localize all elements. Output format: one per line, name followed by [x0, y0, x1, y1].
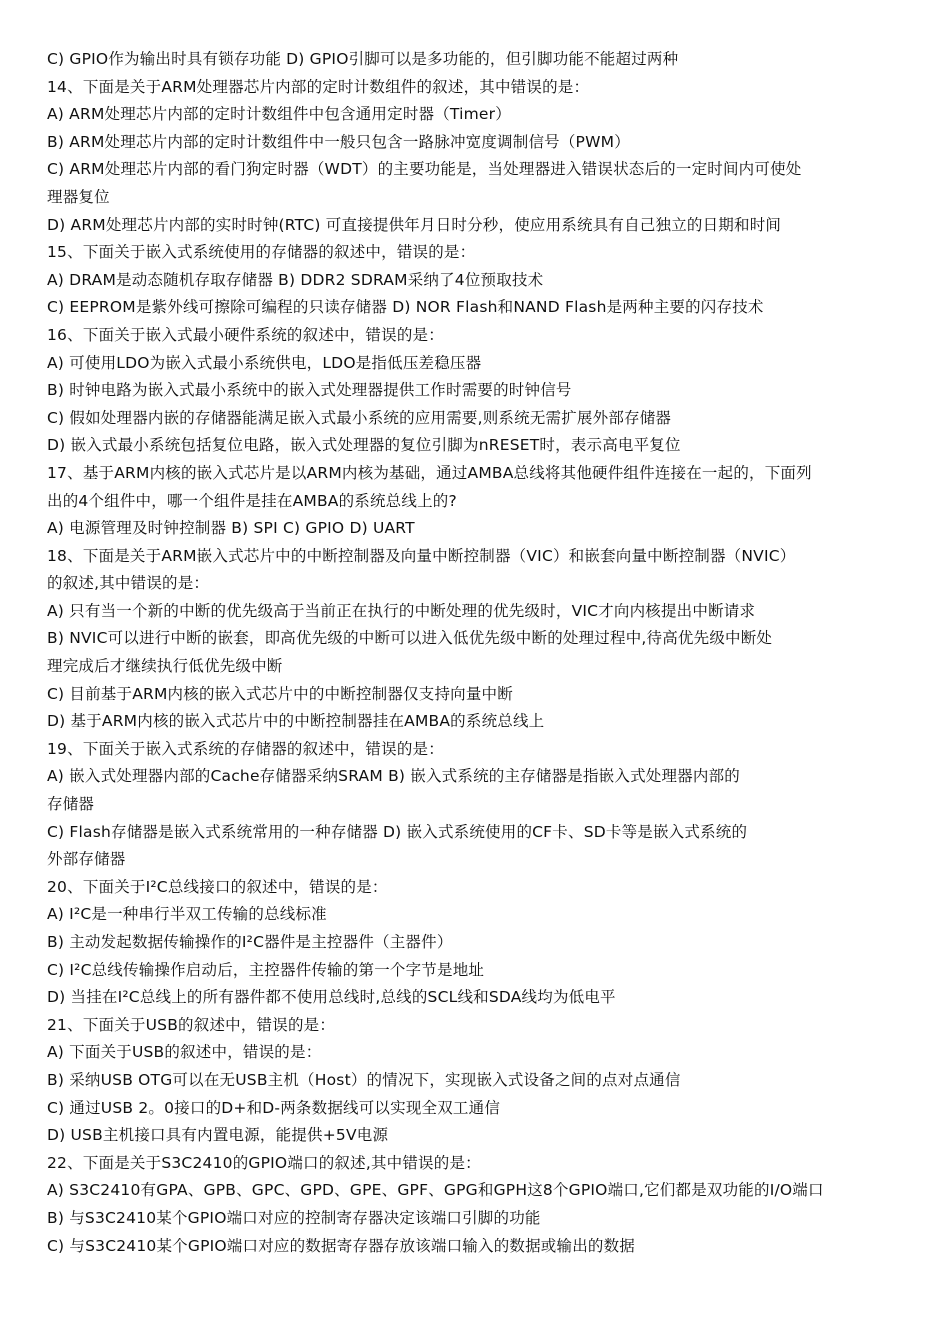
text-line: 理器复位 — [47, 187, 110, 206]
text-line: 16、下面关于嵌入式最小硬件系统的叙述中，错误的是： — [47, 325, 444, 344]
text-line: C) Flash存储器是嵌入式系统常用的一种存储器 D) 嵌入式系统使用的CF卡、SD卡等是嵌入式系统的 — [47, 822, 748, 841]
text-line: C) ARM处理芯片内部的看门狗定时器（WDT）的主要功能是，当处理器进入错误状态后的一定时间内可使处 — [47, 160, 802, 179]
text-line: D) 嵌入式最小系统包括复位电路，嵌入式处理器的复位引脚为nRESET时，表示高电平复位 — [47, 436, 681, 455]
text-line: B) ARM处理芯片内部的定时计数组件中一般只包含一路脉冲宽度调制信号（PWM） — [47, 132, 630, 151]
text-line: A) DRAM是动态随机存取存储器 B) DDR2 SDRAM采纳了4位预取技术 — [47, 270, 544, 289]
text-line: A) 只有当一个新的中断的优先级高于当前正在执行的中断处理的优先级时，VIC才向内核提出中断请求 — [47, 601, 756, 620]
document-page — [47, 46, 909, 1260]
text-line: 21、下面关于USB的叙述中，错误的是： — [47, 1015, 336, 1034]
text-line: A) I²C是一种串行半双工传输的总线标准 — [47, 905, 327, 924]
text-line: 18、下面是关于ARM嵌入式芯片中的中断控制器及向量中断控制器（VIC）和嵌套向量中断控制器（NVIC） — [47, 546, 796, 565]
text-line: 15、下面关于嵌入式系统使用的存储器的叙述中，错误的是： — [47, 243, 476, 262]
text-line: B) 主动发起数据传输操作的I²C器件是主控器件（主器件） — [47, 933, 453, 951]
text-line: B) 采纳USB OTG可以在无USB主机（Host）的情况下，实现嵌入式设备之间的点对点通信 — [47, 1070, 681, 1089]
text-line: 外部存储器 — [47, 850, 126, 869]
text-line: A) 可使用LDO为嵌入式最小系统供电，LDO是指低压差稳压器 — [47, 353, 482, 372]
text-line: D) USB主机接口具有内置电源，能提供+5V电源 — [47, 1126, 389, 1145]
text-line: C) 与S3C2410某个GPIO端口对应的数据寄存器存放该端口输入的数据或输出的数据 — [47, 1236, 635, 1255]
text-line: B) NVIC可以进行中断的嵌套，即高优先级的中断可以进入低优先级中断的处理过程中,待高优先级中断处 — [47, 629, 773, 648]
text-line: C) 假如处理器内嵌的存储器能满足嵌入式最小系统的应用需要,则系统无需扩展外部存储器 — [47, 408, 672, 427]
text-line: C) GPIO作为输出时具有锁存功能 D) GPIO引脚可以是多功能的，但引脚功能不能超过两种 — [47, 50, 679, 68]
text-line: 19、下面关于嵌入式系统的存储器的叙述中，错误的是： — [47, 739, 444, 758]
text-line: 14、下面是关于ARM处理器芯片内部的定时计数组件的叙述，其中错误的是： — [47, 77, 590, 96]
text-line: A) ARM处理芯片内部的定时计数组件中包含通用定时器（Timer） — [47, 105, 511, 124]
text-line: B) 与S3C2410某个GPIO端口对应的控制寄存器决定该端口引脚的功能 — [47, 1208, 541, 1227]
text-line: D) ARM处理芯片内部的实时时钟(RTC) 可直接提供年月日时分秒，使应用系统具有自己独立的日期和时间 — [47, 215, 782, 234]
text-line: 22、下面是关于S3C2410的GPIO端口的叙述,其中错误的是： — [47, 1153, 481, 1172]
text-line: C) EEPROM是紫外线可擦除可编程的只读存储器 D) NOR Flash和NAND Flash是两种主要的闪存技术 — [47, 298, 764, 317]
text-line: B) 时钟电路为嵌入式最小系统中的嵌入式处理器提供工作时需要的时钟信号 — [47, 381, 572, 400]
text-line: D) 基于ARM内核的嵌入式芯片中的中断控制器挂在AMBA的系统总线上 — [47, 712, 545, 731]
text-line: A) 电源管理及时钟控制器 B) SPI C) GPIO D) UART — [47, 519, 415, 538]
text-line: 20、下面关于I²C总线接口的叙述中，错误的是： — [47, 877, 388, 896]
text-line: C) 目前基于ARM内核的嵌入式芯片中的中断控制器仅支持向量中断 — [47, 684, 513, 703]
text-line: C) I²C总线传输操作启动后，主控器件传输的第一个字节是地址 — [47, 960, 485, 979]
text-line: 17、基于ARM内核的嵌入式芯片是以ARM内核为基础，通过AMBA总线将其他硬件组件连接在一起的，下面列 — [47, 463, 812, 482]
text-line: 出的4个组件中，哪一个组件是挂在AMBA的系统总线上的? — [47, 491, 457, 510]
text-line: 理完成后才继续执行低优先级中断 — [47, 657, 283, 676]
text-line: A) 下面关于USB的叙述中，错误的是： — [47, 1043, 322, 1062]
text-line: A) 嵌入式处理器内部的Cache存储器采纳SRAM B) 嵌入式系统的主存储器是指嵌入式处理器内部的 — [47, 767, 740, 786]
text-line: A) S3C2410有GPA、GPB、GPC、GPD、GPE、GPF、GPG和GPH这8个GPIO端口,它们都是双功能的I/O端口 — [47, 1181, 824, 1200]
text-line: 存储器 — [47, 795, 95, 814]
text-line: 的叙述,其中错误的是： — [47, 574, 210, 593]
text-line: C) 通过USB 2。0接口的D+和D-两条数据线可以实现全双工通信 — [47, 1098, 501, 1117]
text-line: D) 当挂在I²C总线上的所有器件都不使用总线时,总线的SCL线和SDA线均为低电平 — [47, 988, 616, 1007]
